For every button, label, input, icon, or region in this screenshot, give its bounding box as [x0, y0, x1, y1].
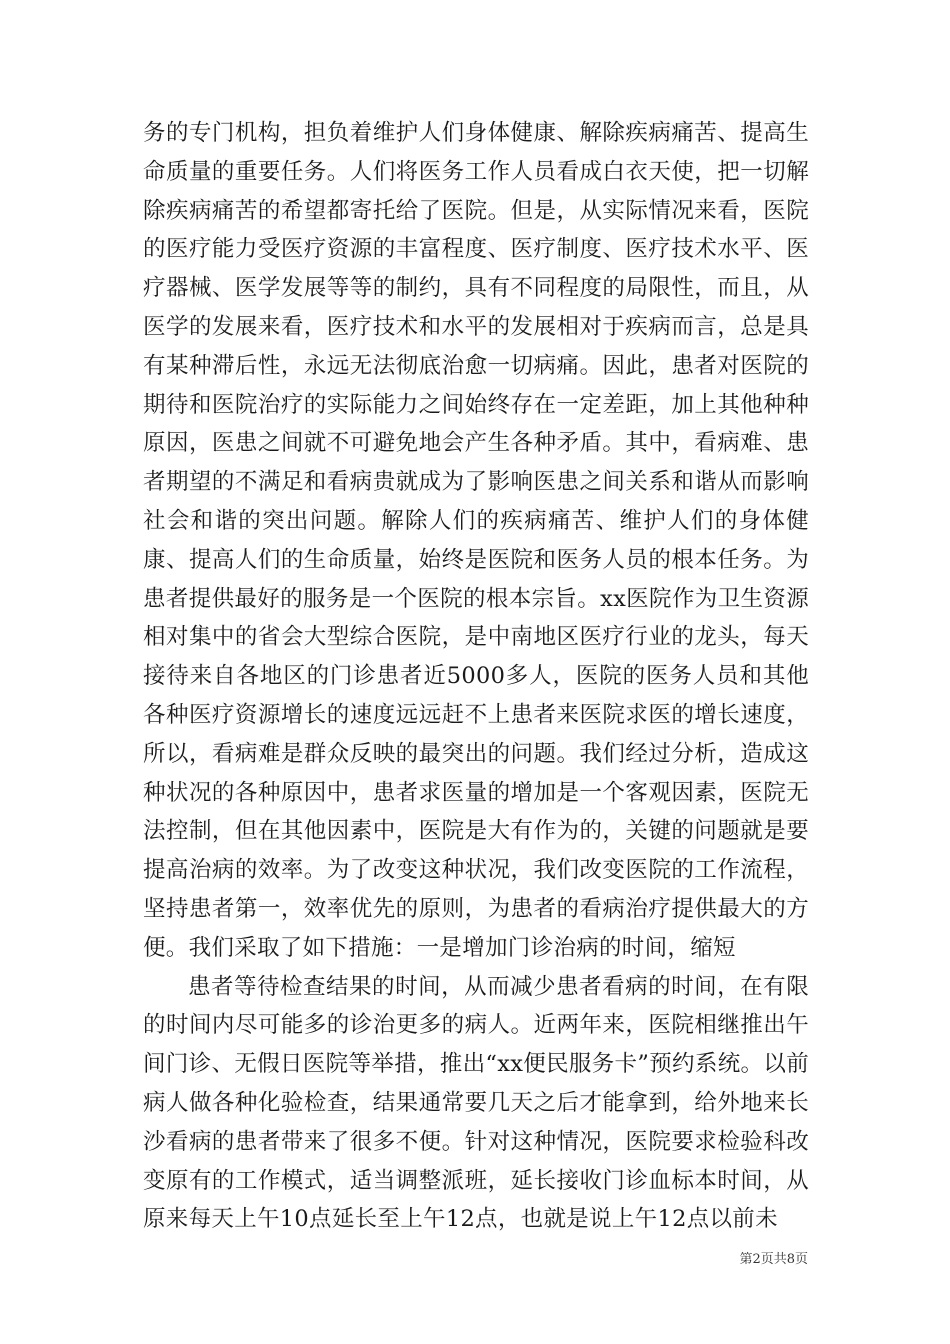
document-body: [143, 114, 809, 1239]
page-footer: [0, 1248, 950, 1267]
page-number: 第2页共8页: [739, 1252, 808, 1267]
body-paragraph-2: 患者等待检查结果的时间，从而减少患者看病的时间，在有限的时间内尽可能多的诊治更多的病人。近两年来，医院相继推出午间门诊、无假日医院等举措，推出“xx便民服务卡”预约系统。以前病人做各种化验检查，结果通常要几天之后才能拿到，给外地来长沙看病的患者带来了很多不便。针对这种情况，医院要求检验科改变原有的工作模式，适当调整派班，延长接收门诊血标本时间，从原来每天上午10点延长至上午12点，也就是说上午12点以前未: [143, 973, 809, 1233]
body-paragraph-1: 务的专门机构，担负着维护人们身体健康、解除疾病痛苦、提高生命质量的重要任务。人们将医务工作人员看成白衣天使，把一切解除疾病痛苦的希望都寄托给了医院。但是，从实际情况来看，医院的医疗能力受医疗资源的丰富程度、医疗制度、医疗技术水平、医疗器械、医学发展等等的制约，具有不同程度的局限性，而且，从医学的发展来看，医疗技术和水平的发展相对于疾病而言，总是具有某种滞后性，永远无法彻底治愈一切病痛。因此，患者对医院的期待和医院治疗的实际能力之间始终存在一定差距，加上其他种种原因，医患之间就不可避免地会产生各种矛盾。其中，看病难、患者期望的不满足和看病贵就成为了影响医患之间关系和谐从而影响社会和谐的突出问题。解除人们的疾病痛苦、维护人们的身体健康、提高人们的生命质量，始终是医院和医务人员的根本任务。为患者提供最好的服务是一个医院的根本宗旨。xx医院作为卫生资源相对集中的省会大型综合医院，是中南地区医疗行业的龙头，每天接待来自各地区的门诊患者近5000多人，医院的医务人员和其他各种医疗资源增长的速度远远赶不上患者来医院求医的增长速度，所以，看病难是群众反映的最突出的问题。我们经过分析，造成这种状况的各种原因中，患者求医量的增加是一个客观因素，医院无法控制，但在其他因素中，医院是大有作为的，关键的问题就是要提高治病的效率。为了改变这种状况，我们改变医院的工作流程，坚持患者第一，效率优先的原则，为患者的看病治疗提供最大的方便。我们采取了如下措施：一是增加门诊治病的时间，缩短: [143, 120, 809, 961]
